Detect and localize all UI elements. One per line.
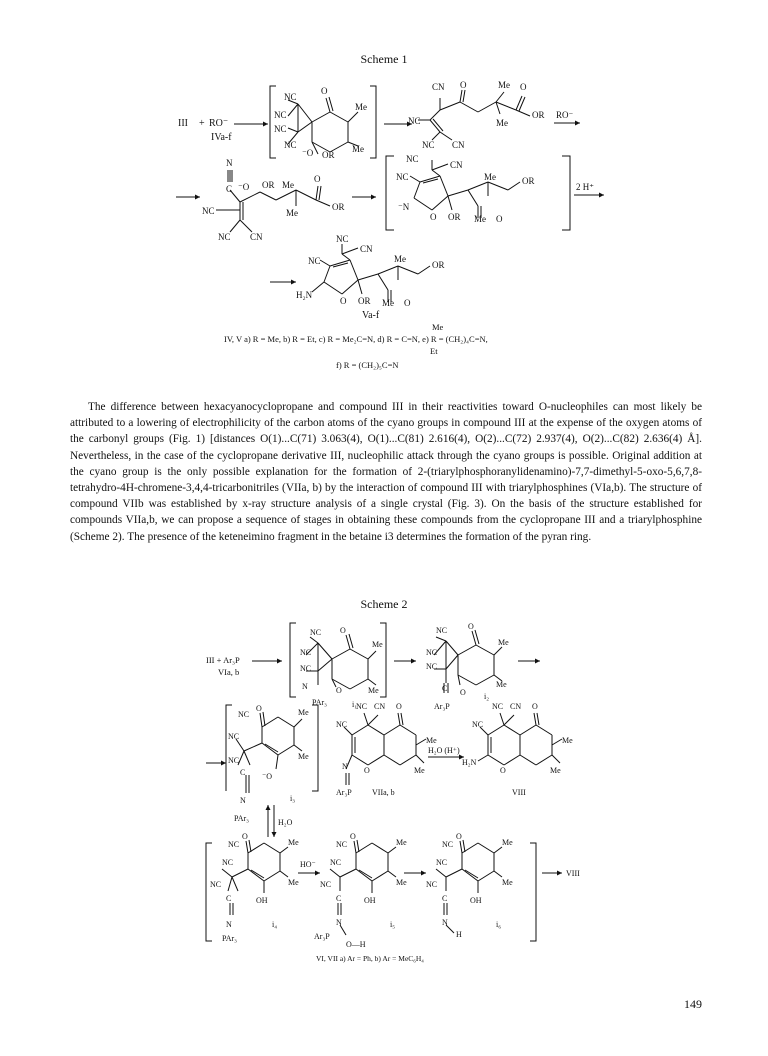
arrow-head: [557, 871, 562, 876]
label-n-minus: ⁻N: [398, 202, 410, 212]
label-nc: NC: [336, 840, 348, 849]
label-me: Me: [298, 752, 309, 761]
label-o: O: [321, 86, 328, 96]
label-me: Me: [382, 298, 394, 308]
label-me: Me: [414, 766, 425, 775]
label-me: Me: [288, 878, 299, 887]
label-h: H: [456, 930, 462, 939]
arrow-head: [371, 195, 376, 200]
label-nc: NC: [218, 232, 231, 242]
label-i1: i₁: [352, 700, 358, 709]
label-me: Me: [288, 838, 299, 847]
label-h2n: H₂N: [462, 758, 477, 767]
label-nc: NC: [396, 172, 409, 182]
arrow-head: [421, 871, 426, 876]
label-o: O: [340, 626, 346, 635]
label-reagents: III + Ar₃P: [206, 655, 240, 665]
label-me: Me: [550, 766, 561, 775]
bracket-right: [312, 705, 318, 791]
label-n: N: [226, 920, 232, 929]
label-c: C: [226, 184, 233, 194]
label-2h: 2 H⁺: [576, 182, 594, 192]
scheme-1-footnote-line-2: f) R = (CH₂)₅C=N: [336, 360, 399, 370]
bracket-left: [226, 705, 232, 791]
label-n: N: [442, 918, 448, 927]
label-o: O: [364, 766, 370, 775]
body-paragraph: [70, 399, 702, 545]
label-o: O: [496, 214, 503, 224]
label-oh: OH: [470, 896, 482, 905]
label-ar3p: Ar₃P: [314, 932, 330, 941]
footnote-me: Me: [432, 322, 444, 332]
open-chain-intermediate-structure: [418, 90, 530, 140]
label-me: Me: [282, 180, 294, 190]
label-o: O: [456, 832, 462, 841]
label-cn: CN: [250, 232, 263, 242]
label-o: O: [314, 174, 321, 184]
label-c: C: [442, 894, 448, 903]
label-nc: NC: [442, 840, 454, 849]
bracket-right: [562, 156, 570, 230]
label-cn: CN: [432, 82, 445, 92]
label-oh: OH: [256, 896, 268, 905]
label-nc: NC: [406, 154, 419, 164]
label-nc: NC: [210, 880, 222, 889]
label-nc: NC: [472, 720, 484, 729]
alkoxide-label: RO⁻: [209, 118, 229, 129]
label-nc: NC: [202, 206, 215, 216]
label-nc: NC: [436, 858, 448, 867]
label-me: Me: [368, 686, 379, 695]
label-n: N: [336, 918, 342, 927]
arrow-head: [535, 659, 540, 664]
label-me: Me: [484, 172, 496, 182]
label-o: O: [256, 704, 262, 713]
label-o: O: [532, 702, 538, 711]
label-nc: NC: [492, 702, 504, 711]
label-i5: i₅: [390, 920, 396, 929]
label-cn: CN: [450, 160, 463, 170]
label-nc: NC: [222, 858, 234, 867]
label-me: Me: [426, 736, 437, 745]
label-me: Me: [394, 254, 406, 264]
label-h2n: H₂N: [296, 290, 313, 300]
scheme-2-footnote: VI, VII a) Ar = Ph, b) Ar = MeC₆H₄: [316, 954, 424, 963]
footnote-et: Et: [430, 346, 438, 356]
label-cn: CN: [360, 244, 373, 254]
label-o-minus: ⁻O: [238, 182, 250, 192]
iminofuran-anion-structure: [410, 160, 520, 218]
bracket-left: [270, 86, 276, 158]
label-o: O: [350, 832, 356, 841]
label-or: OR: [522, 176, 535, 186]
label-o: O: [340, 296, 347, 306]
label-me: Me: [396, 838, 407, 847]
label-me: Me: [286, 208, 298, 218]
compound-VIII-label: VIII: [512, 788, 526, 797]
label-ar3p: Ar₃P: [434, 702, 450, 711]
scheme-1-title: Scheme 1: [360, 52, 408, 66]
label-nc: NC: [426, 662, 438, 671]
label-o: O: [336, 686, 342, 695]
arrow-head: [599, 193, 604, 198]
label-i2: i₂: [484, 692, 490, 701]
label-h2o: H₂O: [278, 818, 293, 827]
label-cn: CN: [374, 702, 386, 711]
label-par3: PAr₃: [234, 814, 249, 823]
label-nc: NC: [422, 140, 435, 150]
label-n: N: [240, 796, 246, 805]
plus-sign: +: [199, 118, 205, 129]
page-number: 149: [684, 997, 702, 1011]
label-me: Me: [562, 736, 573, 745]
label-o: O: [520, 82, 527, 92]
spiro-intermediate-structure: [288, 97, 358, 154]
label-ar3p: Ar₃P: [336, 788, 352, 797]
aminochromene-VIII-structure: [478, 713, 562, 765]
label-c: C: [442, 684, 448, 693]
label-c: C: [240, 768, 246, 777]
label-o: O: [404, 298, 411, 308]
intermediate-i4-structure: [222, 840, 288, 915]
arrow-head: [575, 121, 580, 126]
betaine-i1-structure: [306, 634, 376, 689]
label-me: Me: [474, 214, 486, 224]
label-me: Me: [496, 680, 507, 689]
label-cn: CN: [510, 702, 522, 711]
paragraph-text: The difference between hexacyanocyclopropane and compound III in their reactivities toward O-nucleophiles can most likely be attributed to a lowering of electrophilicity of the carbon atoms of the cyano groups in compound III at the expense of the oxygen atoms of the carbonyl groups (Fig. 1) [distances O(1)...C(71) 3.063(4), O(1)...C(81) 2.616(4), O(2)...C(72) 2.937(4), O(2)...C(82) 2.636(4) Å]. Nevertheless, in the case of the cyclopropane derivative III, nucleophilic attack through the cyano groups is possible. Original addition at the cyano group is the only possible explanation for the formation of 2-(triarylphosphoranylidenamino)-7,7-dimethyl-5-oxo-5,6,7,8-tetrahydro-4H-chromene-3,4,4-tricarbonitriles (VIIa, b) by the interaction of compound III with triarylphosphines (VIa,b). The structure of compound VIIb was established by x-ray structure analysis of a single crystal (Fig. 3). On the basis of the structure established for compounds VIIa,b, we can propose a sequence of stages in obtaining these compounds from the cyclopropane III and a triarylphosphine (Scheme 2). The presence of the keteneimino fragment in the betaine i3 determines the formation of the pyran ring.: [70, 401, 702, 543]
label-me: Me: [502, 838, 513, 847]
label-nc: NC: [284, 140, 297, 150]
arrow-head: [277, 659, 282, 664]
label-o: O: [242, 832, 248, 841]
label-o: O: [460, 688, 466, 697]
label-nc: NC: [356, 702, 368, 711]
label-o: O: [396, 702, 402, 711]
scheme-1-diagram: [0, 70, 768, 395]
label-i3: i₃: [290, 794, 296, 803]
label-nc: NC: [274, 124, 287, 134]
bracket-left: [386, 156, 394, 230]
arrow-head: [263, 122, 268, 127]
arrow-head: [291, 280, 296, 285]
label-o: O: [460, 80, 467, 90]
label-o: O: [500, 766, 506, 775]
reagent-III: III: [178, 118, 188, 129]
label-nc: NC: [284, 92, 297, 102]
bracket-right: [370, 86, 376, 158]
compound-VIIab-label: VIIa, b: [372, 788, 395, 797]
label-nc: NC: [320, 880, 332, 889]
label-me: Me: [496, 118, 508, 128]
label-o-h: O—H: [346, 940, 366, 949]
label-or: OR: [532, 110, 545, 120]
label-nc: NC: [300, 648, 312, 657]
label-or: OR: [448, 212, 461, 222]
label-me: Me: [298, 708, 309, 717]
label-VIab: VIa, b: [218, 667, 240, 677]
label-i4: i₄: [272, 920, 278, 929]
label-hydroxide: HO⁻: [300, 860, 316, 869]
scheme-2-diagram: [0, 615, 768, 970]
label-nc: NC: [228, 756, 240, 765]
label-n: N: [302, 682, 308, 691]
label-hydrolysis: H₂O (H⁺): [428, 746, 460, 755]
label-nc: NC: [330, 858, 342, 867]
bracket-left: [206, 843, 212, 941]
scheme-1-footnote-line-1: IV, V a) R = Me, b) R = Et, c) R = Me₂C=N, d) R = C=N, e) R = (CH₂)₄C=N,: [224, 334, 488, 344]
label-nc: NC: [436, 626, 448, 635]
label-nc: NC: [228, 732, 240, 741]
label-nc: NC: [426, 880, 438, 889]
arrow-head: [315, 871, 320, 876]
compound-VIII-label: VIII: [566, 869, 580, 878]
label-par3: PAr₃: [312, 698, 327, 707]
label-nc: NC: [238, 710, 250, 719]
arrow-head: [411, 659, 416, 664]
label-o: O: [430, 212, 437, 222]
label-me: Me: [372, 640, 383, 649]
label-n: N: [226, 158, 233, 168]
label-c: C: [226, 894, 232, 903]
arrow-head: [272, 832, 277, 837]
arrow-head: [195, 195, 200, 200]
label-n: N: [342, 762, 348, 771]
label-me: Me: [352, 144, 364, 154]
label-nc: NC: [308, 256, 321, 266]
label-nc: NC: [228, 840, 240, 849]
bracket-right: [380, 623, 386, 697]
label-or: OR: [432, 260, 445, 270]
label-nc: NC: [426, 648, 438, 657]
label-oh: OH: [364, 896, 376, 905]
label-or: OR: [322, 150, 335, 160]
compound-IVa-f-label: IVa-f: [211, 132, 232, 143]
label-nc: NC: [336, 720, 348, 729]
label-nc: NC: [300, 664, 312, 673]
bracket-right: [530, 843, 536, 941]
scheme-2-title: Scheme 2: [360, 597, 408, 611]
arrow-head: [266, 805, 271, 810]
label-i6: i₆: [496, 920, 502, 929]
bracket-left: [290, 623, 296, 697]
label-o-minus: ⁻O: [302, 148, 314, 158]
label-cn: CN: [452, 140, 465, 150]
compound-Va-f-label: Va-f: [362, 310, 380, 321]
label-me: Me: [355, 102, 367, 112]
label-me: Me: [498, 638, 509, 647]
label-or: OR: [358, 296, 371, 306]
label-nc: NC: [408, 116, 421, 126]
label-or: OR: [332, 202, 345, 212]
label-or: OR: [262, 180, 275, 190]
label-me: Me: [396, 878, 407, 887]
label-o-minus: ⁻O: [262, 772, 272, 781]
label-o: O: [468, 622, 474, 631]
label-c: C: [336, 894, 342, 903]
label-nc: NC: [310, 628, 322, 637]
label-me: Me: [502, 878, 513, 887]
label-nc: NC: [336, 234, 349, 244]
label-par3: PAr₃: [222, 934, 237, 943]
arrow-head: [221, 761, 226, 766]
label-alkoxide: RO⁻: [556, 110, 574, 120]
label-me: Me: [498, 80, 510, 90]
label-nc: NC: [274, 110, 287, 120]
